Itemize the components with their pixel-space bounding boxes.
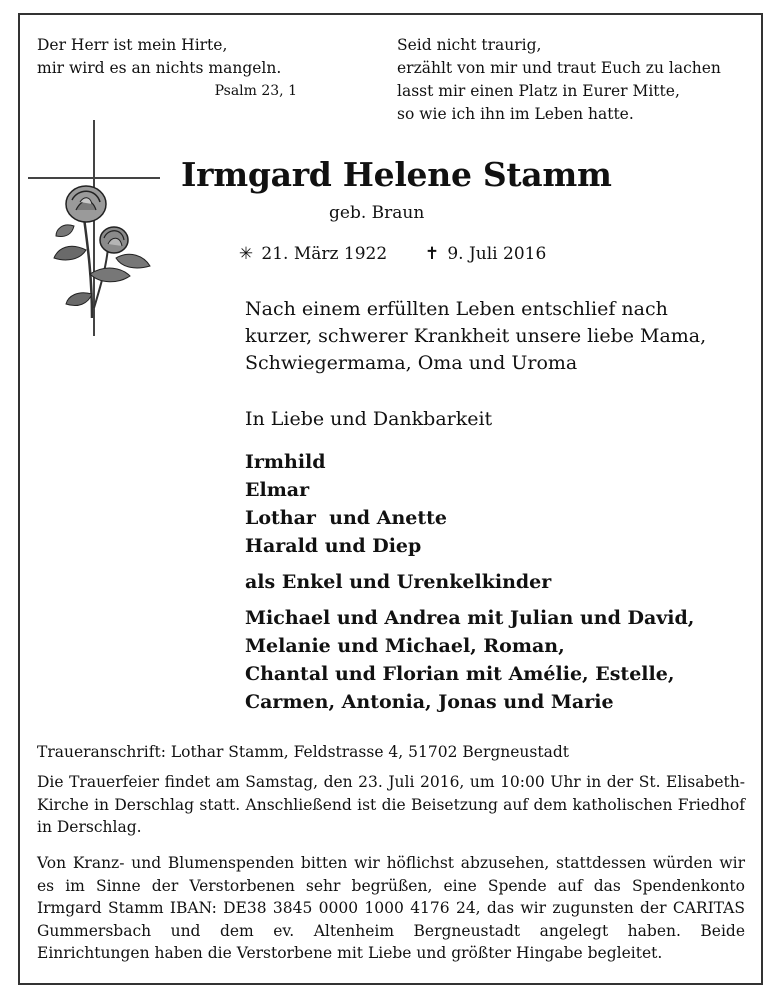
family-list bbox=[245, 448, 447, 560]
mourning-address: Traueranschrift: Lothar Stamm, Feldstrasse 4, 51702 Bergneustadt bbox=[37, 743, 569, 761]
poem-line-1: Seid nicht traurig, bbox=[397, 36, 542, 54]
death-cross-icon: ✝ bbox=[424, 244, 440, 264]
death-date: 9. Juli 2016 bbox=[447, 244, 547, 264]
family-member: Elmar bbox=[245, 479, 310, 501]
grandchildren-label: als Enkel und Urenkelkinder bbox=[245, 571, 552, 593]
gratitude-line: In Liebe und Dankbarkeit bbox=[245, 408, 493, 430]
poem-line-4: so wie ich ihn im Leben hatte. bbox=[397, 105, 634, 123]
family-member: Lothar und Anette bbox=[245, 507, 447, 529]
grandchildren-line: Carmen, Antonia, Jonas und Marie bbox=[245, 691, 614, 713]
poem-line-3: lasst mir einen Platz in Eurer Mitte, bbox=[397, 82, 680, 100]
grandchildren-list bbox=[245, 604, 694, 716]
intro-line-1: Nach einem erfüllten Leben entschlief nach bbox=[245, 298, 668, 320]
donation-paragraph: Von Kranz- und Blumenspenden bitten wir höflichst abzusehen, stattdessen würden wir es im Sinne der Verstorbenen sehr begrüßen, eine Spende auf das Spendenkonto Irmgard Stamm IBAN: DE38 3845 0000 1000 4176 24, das wir zugunsten der CARITAS Gummersbach und dem ev. Altenheim Bergneustadt angelegt haben. Beide Einrichtungen haben die Verstorbene mit Liebe und größter Hingabe begleitet. bbox=[37, 854, 745, 962]
intro-line-3: Schwiegermama, Oma und Uroma bbox=[245, 352, 578, 374]
grandchildren-line: Melanie und Michael, Roman, bbox=[245, 635, 565, 657]
birth-star-icon: ✳ bbox=[238, 244, 254, 264]
ceremony-paragraph: Die Trauerfeier findet am Samstag, den 23. Juli 2016, um 10:00 Uhr in der St. Elisabeth-Kirche in Derschlag statt. Anschließend ist die Beisetzung auf dem katholischen Friedhof in Derschlag. bbox=[37, 773, 745, 836]
deceased-name: Irmgard Helene Stamm bbox=[181, 155, 612, 194]
family-member: Harald und Diep bbox=[245, 535, 422, 557]
grandchildren-line: Chantal und Florian mit Amélie, Estelle, bbox=[245, 663, 675, 685]
psalm-quote bbox=[37, 34, 297, 103]
poem-line-2: erzählt von mir und traut Euch zu lachen bbox=[397, 59, 721, 77]
psalm-reference: Psalm 23, 1 bbox=[214, 83, 297, 99]
birth-name: geb. Braun bbox=[329, 203, 425, 223]
intro-text bbox=[245, 296, 745, 377]
psalm-line-1: Der Herr ist mein Hirte, bbox=[37, 36, 228, 54]
family-member: Irmhild bbox=[245, 451, 326, 473]
poem-quote bbox=[397, 34, 757, 126]
psalm-line-2: mir wird es an nichts mangeln. bbox=[37, 59, 282, 77]
life-dates bbox=[236, 241, 546, 267]
birth-date: 21. März 1922 bbox=[261, 244, 388, 264]
cross-with-rose-icon bbox=[26, 118, 166, 338]
intro-line-2: kurzer, schwerer Krankheit unsere liebe Mama, bbox=[245, 325, 707, 347]
grandchildren-line: Michael und Andrea mit Julian und David, bbox=[245, 607, 695, 629]
